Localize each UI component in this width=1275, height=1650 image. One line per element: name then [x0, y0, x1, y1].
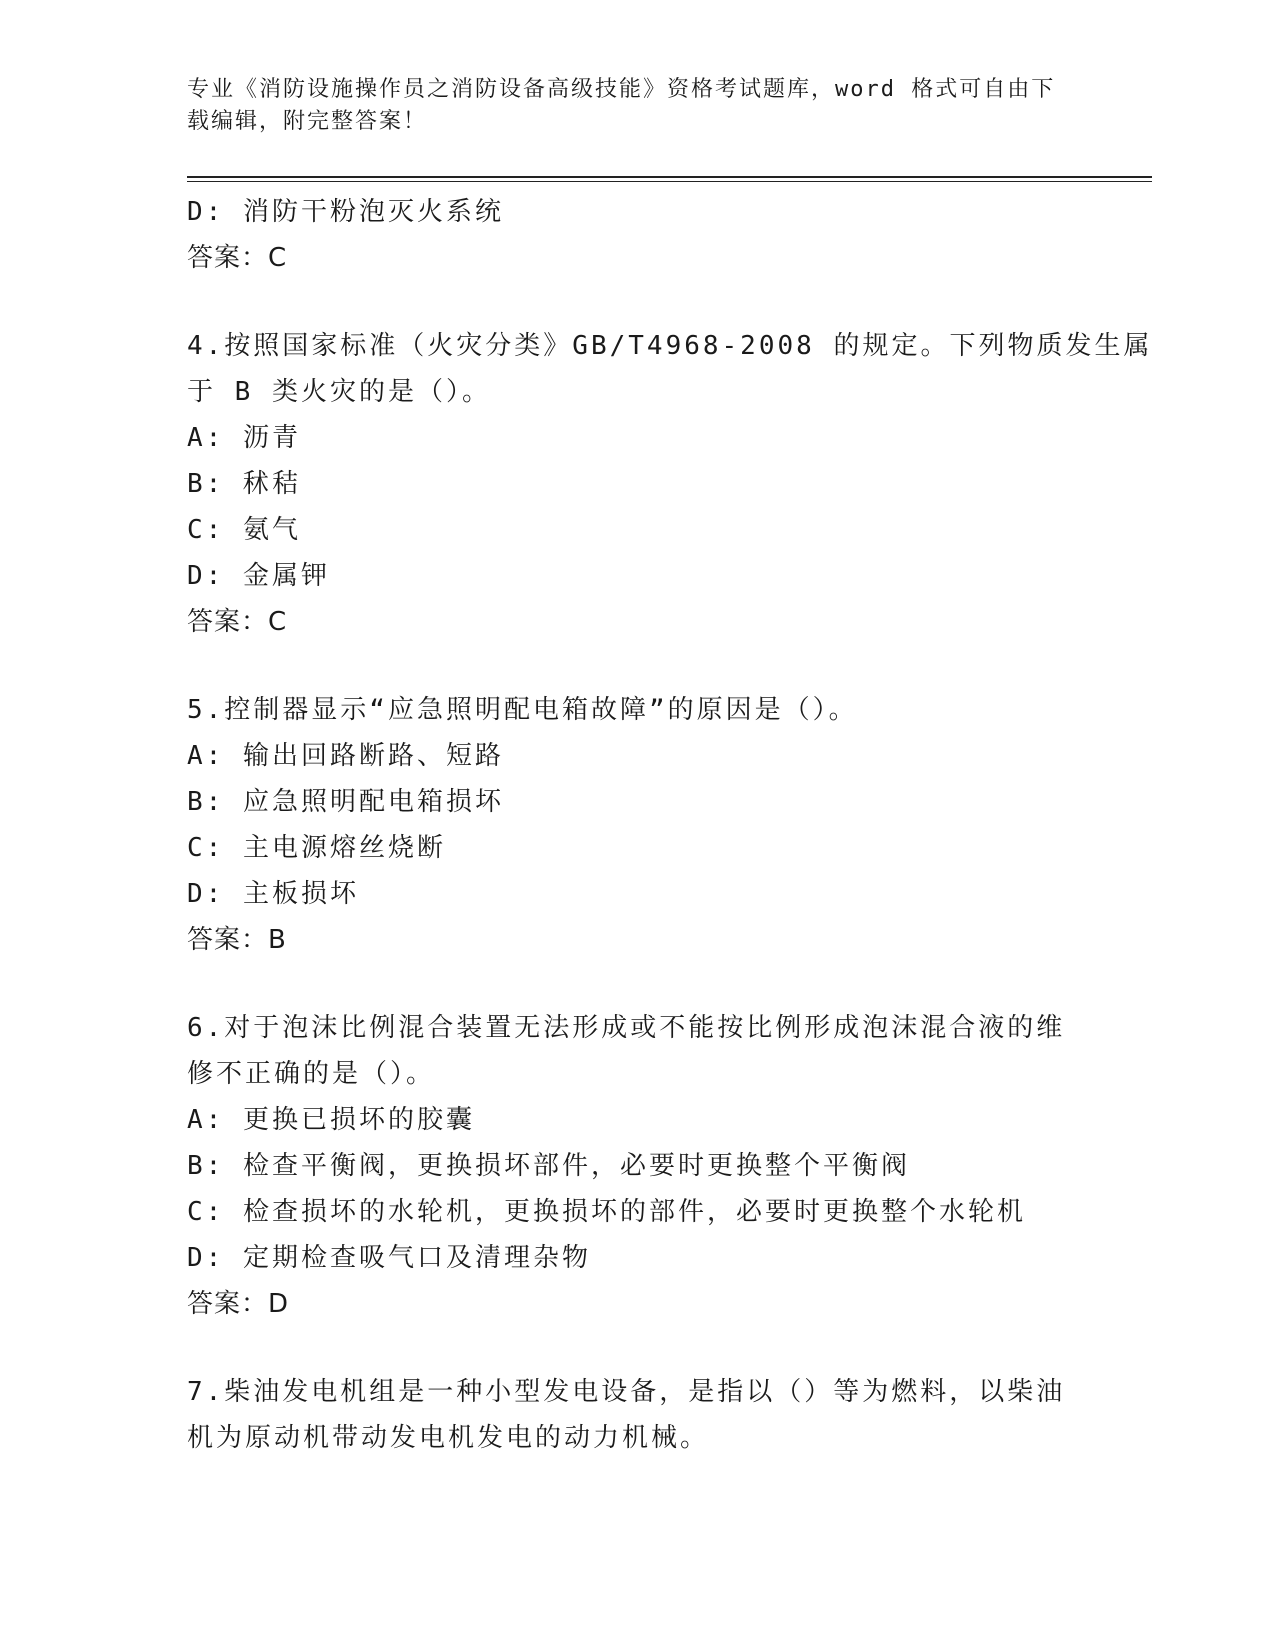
question-stem-cont: 机为原动机带动发电机发电的动力机械。 — [187, 1423, 710, 1453]
question-stem: 5.控制器显示“应急照明配电箱故障”的原因是（）。 — [187, 695, 858, 725]
answer: 答案：C — [187, 607, 288, 637]
question-stem: 7.柴油发电机组是一种小型发电设备，是指以（）等为燃料，以柴油 — [187, 1377, 1066, 1407]
question-4 — [187, 323, 1153, 645]
question-stem-cont: 于 B 类火灾的是（）。 — [187, 377, 491, 407]
option-a: A: 更换已损坏的胶囊 — [187, 1105, 475, 1135]
header-divider — [187, 176, 1152, 178]
option-b: B: 检查平衡阀，更换损坏部件，必要时更换整个平衡阀 — [187, 1151, 910, 1181]
question-6 — [187, 1005, 1087, 1327]
option-a: A: 输出回路断路、短路 — [187, 741, 504, 771]
option-c: C: 检查损坏的水轮机，更换损坏的部件，必要时更换整个水轮机 — [187, 1197, 1026, 1227]
option-d: D: 金属钾 — [187, 561, 330, 591]
option-c: C: 氨气 — [187, 515, 301, 545]
question-7 — [187, 1369, 1087, 1461]
question-stem-cont: 修不正确的是（）。 — [187, 1059, 436, 1089]
document-header — [187, 74, 1067, 138]
header-divider-thin — [187, 181, 1152, 182]
option-d: D: 定期检查吸气口及清理杂物 — [187, 1243, 591, 1273]
header-line-2: 载编辑，附完整答案！ — [187, 109, 428, 134]
answer: 答案：C — [187, 243, 288, 273]
header-line-1: 专业《消防设施操作员之消防设备高级技能》资格考试题库，word 格式可自由下 — [187, 77, 1056, 102]
option-c: C: 主电源熔丝烧断 — [187, 833, 446, 863]
question-stem: 6.对于泡沫比例混合装置无法形成或不能按比例形成泡沫混合液的维 — [187, 1013, 1066, 1043]
document-body — [187, 189, 1153, 1461]
option-d: D: 消防干粉泡灭火系统 — [187, 197, 504, 227]
option-d: D: 主板损坏 — [187, 879, 359, 909]
question-5 — [187, 687, 1087, 963]
option-b: B: 秫秸 — [187, 469, 301, 499]
answer: 答案：D — [187, 1289, 290, 1319]
option-b: B: 应急照明配电箱损坏 — [187, 787, 504, 817]
option-a: A: 沥青 — [187, 423, 301, 453]
answer: 答案：B — [187, 925, 287, 955]
question-stem: 4.按照国家标准（火灾分类》GB/T4968-2008 的规定。下列物质发生属 — [187, 331, 1153, 361]
question-3-tail — [187, 189, 1087, 281]
